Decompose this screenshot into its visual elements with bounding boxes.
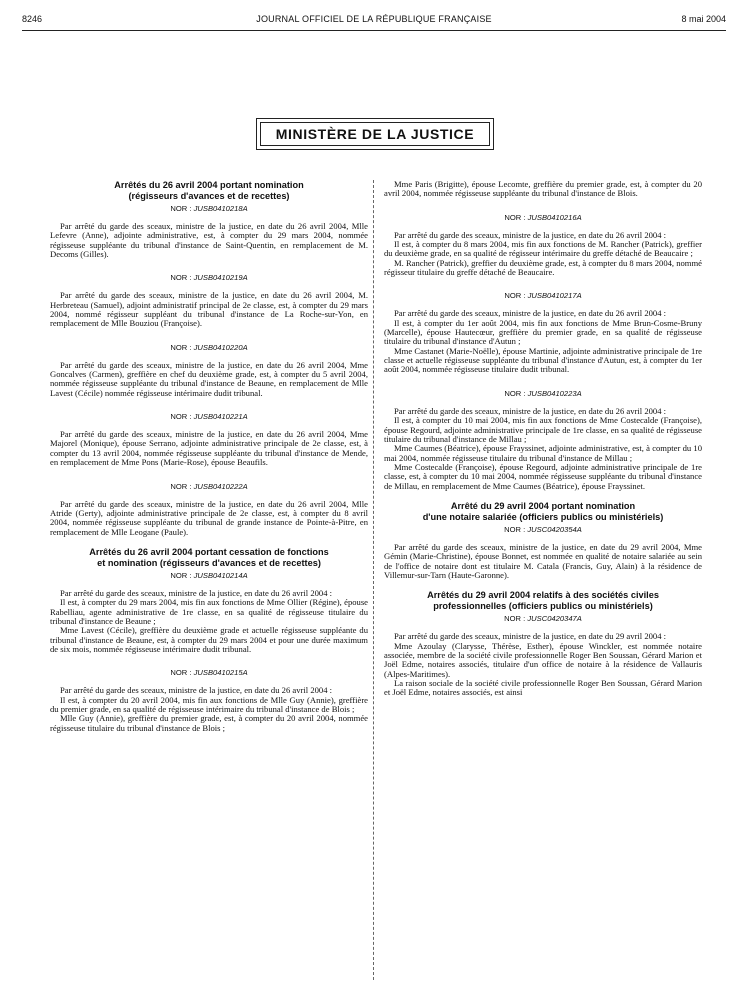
nor-reference (50, 273, 368, 283)
nor-code: JUSB0410214A (193, 570, 248, 580)
nor-code: JUSB0410219A (193, 273, 248, 283)
nor-reference (50, 668, 368, 678)
decree-paragraph: Par arrêté du garde des sceaux, ministre de la justice, en date du 26 avril 2004 : (394, 229, 667, 240)
decree-paragraph: M. Rancher (Patrick), greffier du deuxième grade, est, à compter du 8 mars 2004, nommé régisseur titulaire du greffe détaché de Beaucaire. (384, 257, 702, 278)
left-column (50, 180, 368, 733)
column-separator (373, 180, 374, 980)
nor-reference (50, 412, 368, 422)
header-rule (22, 30, 726, 31)
section-title (50, 547, 368, 569)
nor-label: NOR : (170, 412, 192, 422)
nor-code: JUSB0410217A (527, 291, 582, 301)
decree-paragraph: Mme Azoulay (Clarysse, Thérèse, Esther), épouse Winckler, est nommée notaire associée, membre de la société civile professionnelle Roger Ben Soussan, Gérard Marion et Joël Edme, notaires associés, titulaire d'un office de notaire à la résidence de Vallauris (Alpes-Maritimes). (384, 640, 702, 679)
decree-paragraph: Par arrêté du garde des sceaux, ministre de la justice, en date du 26 avril 2004 : (60, 587, 333, 598)
ministry-title: MINISTÈRE DE LA JUSTICE (260, 122, 490, 146)
nor-label: NOR : (504, 524, 526, 534)
nor-reference (50, 571, 368, 581)
section-title-line: (régisseurs d'avances et de recettes) (128, 191, 290, 201)
issue-date: 8 mai 2004 (681, 14, 726, 24)
nor-label: NOR : (170, 481, 192, 491)
right-column (384, 180, 702, 698)
nor-code: JUSC0420354A (527, 524, 582, 534)
section-title-line: Arrêtés du 26 avril 2004 portant nomination (114, 180, 304, 190)
nor-label: NOR : (170, 273, 192, 283)
section-title (384, 590, 702, 612)
section-title (384, 501, 702, 523)
decree-paragraph: Par arrêté du garde des sceaux, ministre de la justice, en date du 26 avril 2004, Mlle Lefevre (Anne), adjointe administrative, est, à compter du 29 mars 2004, nommée régisseuse suppléante du tribunal d'instance de Saint-Quentin, en remplacement de M. Decoms (Gilles). (50, 221, 368, 260)
nor-label: NOR : (170, 668, 192, 678)
decree-paragraph: Il est, à compter du 20 avril 2004, mis fin aux fonctions de Mlle Guy (Annie), greffière du premier grade, en sa qualité de régisseuse intérimaire du tribunal d'instance de Blois ; (50, 694, 368, 714)
decree-paragraph: Par arrêté du garde des sceaux, ministre de la justice, en date du 26 avril 2004, Mlle Atride (Gerty), adjointe administrative principale de 2e classe, est, à compter du 8 avril 2004, nommée régisseuse suppléante du tribunal de grande instance de Pointe-à-Pitre, en remplacement de Mlle Leogane (Paule). (50, 498, 368, 537)
decree-paragraph: Mme Lavest (Cécile), greffière du deuxième grade et actuelle régisseuse suppléante du tribunal d'instance de Beaune, est, à compter du 29 mars 2004 et pour une durée maximum de six mois, nommée régisseuse intérimaire dudit tribunal. (50, 625, 368, 654)
nor-reference (384, 213, 702, 223)
nor-code: JUSB0410220A (193, 342, 248, 352)
decree-paragraph: Par arrêté du garde des sceaux, ministre de la justice, en date du 29 avril 2004, Mme Gémin (Marie-Christine), épouse Bonnet, est nommée en qualité de notaire salariée au sein de l'office de notaire dont est titulaire M. Catala (Francis, Guy, Alain) à la résidence de Villemur-sur-Tarn (Haute-Garonne). (384, 541, 702, 580)
nor-code: JUSB0410221A (193, 412, 248, 422)
decree-paragraph: Mlle Guy (Annie), greffière du premier grade, est, à compter du 20 avril 2004, nommée régisseuse titulaire du tribunal d'instance de Blois ; (50, 713, 368, 733)
section-title-line: professionnelles (officiers publics ou ministériels) (433, 601, 653, 612)
page-header (22, 14, 726, 28)
decree-paragraph: Par arrêté du garde des sceaux, ministre de la justice, en date du 26 avril 2004, Mme Majorel (Monique), épouse Serrano, adjointe administrative principale de 2e classe, est, à compter du 13 avril 2004, nommée régisseuse suppléante du tribunal d'instance de Mende, en remplacement de Mme Pons (Marie-Rose), épouse Beaufils. (50, 429, 368, 468)
nor-code: JUSB0410216A (527, 212, 582, 222)
journal-title: JOURNAL OFFICIEL DE LA RÉPUBLIQUE FRANÇAISE (256, 14, 492, 24)
decree-paragraph: Il est, à compter du 10 mai 2004, mis fin aux fonctions de Mme Costecalde (Françoise), épouse Regourd, adjointe administrative principale de 1re classe, en sa qualité de régisseuse titulaire du tribunal d'instance de Millau ; (384, 415, 702, 444)
nor-code: JUSC0420347A (527, 614, 582, 624)
decree-paragraph: Par arrêté du garde des sceaux, ministre de la justice, en date du 26 avril 2004, M. Herbreteau (Samuel), adjoint administratif principal de 2e classe, est, à compter du 29 mars 2004, nommé régisseur suppléant du tribunal d'instance de La Roche-sur-Yon, en remplacement de Mlle Bouziou (Françoise). (50, 290, 368, 329)
decree-paragraph: Par arrêté du garde des sceaux, ministre de la justice, en date du 29 avril 2004 : (394, 631, 667, 642)
nor-label: NOR : (170, 204, 192, 213)
nor-reference (50, 204, 368, 214)
decree-paragraph: La raison sociale de la société civile professionnelle Roger Ben Soussan, Gérard Marion et Joël Edme, notaires associés, est ainsi (384, 678, 702, 698)
section-title-line: Arrêtés du 26 avril 2004 portant cessation de fonctions (89, 546, 329, 557)
nor-reference (50, 482, 368, 492)
nor-label: NOR : (504, 388, 526, 398)
section-title-line: Arrêtés du 29 avril 2004 relatifs à des sociétés civiles (427, 590, 659, 601)
nor-code: JUSB0410222A (193, 481, 248, 491)
decree-paragraph: Mme Paris (Brigitte), épouse Lecomte, greffière du premier grade, est, à compter du 20 avril 2004, nommée régisseuse suppléante du tribunal d'instance de Blois. (384, 179, 702, 199)
nor-reference (384, 291, 702, 301)
decree-paragraph: Par arrêté du garde des sceaux, ministre de la justice, en date du 26 avril 2004 : (394, 308, 667, 319)
nor-reference (384, 614, 702, 624)
nor-reference (384, 389, 702, 399)
nor-label: NOR : (504, 614, 526, 624)
decree-paragraph: Par arrêté du garde des sceaux, ministre de la justice, en date du 26 avril 2004 : (60, 685, 333, 696)
page-number: 8246 (22, 14, 43, 24)
nor-code: JUSB0410223A (527, 388, 582, 398)
nor-label: NOR : (504, 291, 526, 301)
nor-code: JUSB0410218A (193, 204, 248, 213)
decree-paragraph: Il est, à compter du 29 mars 2004, mis fin aux fonctions de Mme Ollier (Régine), épouse Rabelliau, agente administrative de 1re classe, en sa qualité de régisseuse titulaire du tribunal d'instance de Beaune ; (50, 597, 368, 626)
decree-paragraph: Par arrêté du garde des sceaux, ministre de la justice, en date du 26 avril 2004, Mme Goncalves (Carmen), greffière en chef du deuxième grade, est, à compter du 5 avril 2004, nommée régisseuse suppléante du tribunal d'instance de Beaune, en remplacement de Mlle Lavest (Cécile) nommée régisseuse intérimaire dudit tribunal. (50, 359, 368, 398)
decree-paragraph: Par arrêté du garde des sceaux, ministre de la justice, en date du 26 avril 2004 : (394, 405, 667, 416)
nor-code: JUSB0410215A (193, 668, 248, 678)
decree-paragraph: Il est, à compter du 1er août 2004, mis fin aux fonctions de Mme Brun-Cosme-Bruny (Marcelle), épouse Hautecœur, greffière du premier grade, en sa qualité de régisseuse titulaire du tribunal d'instance d'Autun ; (384, 317, 702, 347)
section-title-line: d'une notaire salariée (officiers publics ou ministériels) (422, 511, 664, 522)
nor-label: NOR : (170, 570, 192, 580)
nor-label: NOR : (504, 212, 526, 222)
ministry-box (256, 118, 494, 150)
decree-paragraph: Mme Castanet (Marie-Noëlle), épouse Martinie, adjointe administrative principale de 1re classe et actuelle régisseuse suppléante du tribunal d'instance d'Autun, est, à compter du 1er août 2004, nommée régisseuse titulaire dudit tribunal. (384, 345, 702, 375)
section-title-line: et nomination (régisseurs d'avances et de recettes) (97, 557, 321, 568)
nor-reference (384, 525, 702, 535)
section-title (50, 180, 368, 202)
nor-label: NOR : (170, 342, 192, 352)
decree-paragraph: Il est, à compter du 8 mars 2004, mis fin aux fonctions de M. Rancher (Patrick), greffier du deuxième grade, en sa qualité de régisseur intérimaire du greffe détaché de Beaucaire ; (384, 239, 702, 259)
decree-paragraph: Mme Caumes (Béatrice), épouse Frayssinet, adjointe administrative, est, à compter du 10 mai 2004, nommée régisseuse titulaire du tribunal d'instance de Millau ; (384, 443, 702, 463)
section-title-line: Arrêté du 29 avril 2004 portant nomination (450, 500, 636, 511)
decree-paragraph: Mme Costecalde (Françoise), épouse Regourd, adjointe administrative principale de 1re classe, est, à compter du 10 mai 2004, nommée régisseuse suppléante du tribunal d'instance de Millau, en remplacement de Mme Caumes (Béatrice), épouse Frayssinet. (384, 461, 702, 491)
nor-reference (50, 343, 368, 353)
